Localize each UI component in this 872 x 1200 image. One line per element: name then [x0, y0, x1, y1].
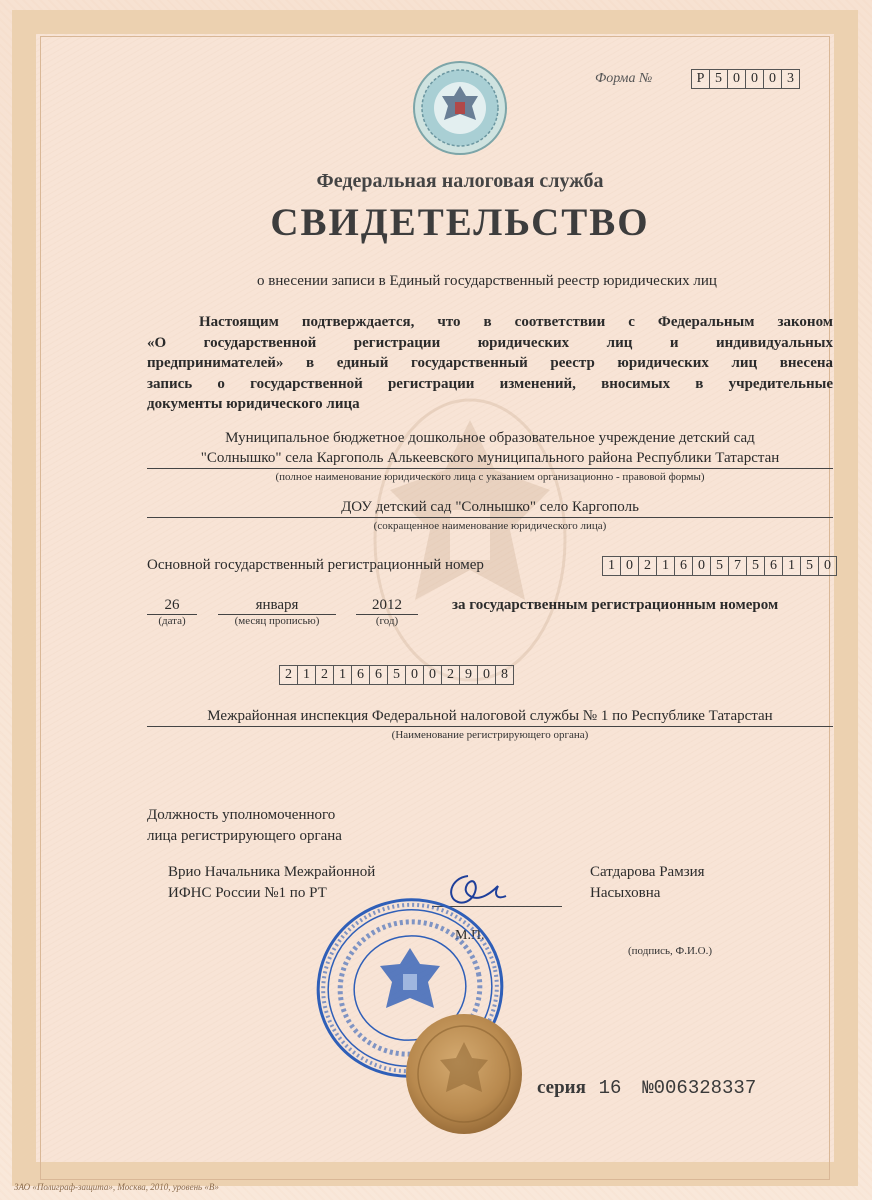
- position-label-line: лица регистрирующего органа: [147, 828, 342, 844]
- ogrn-cell: 5: [710, 556, 729, 576]
- document-title: СВИДЕТЕЛЬСТВО: [270, 201, 650, 244]
- signature-caption: (подпись, Ф.И.О.): [628, 945, 712, 957]
- printer-imprint: ЗАО «Полиграф-защита», Москва, 2010, уровень «В»: [14, 1182, 219, 1192]
- day-value: 26: [147, 597, 197, 615]
- intro-line: запись о государственной регистрации изменений, вносимых в учредительные: [147, 375, 833, 392]
- ogrn-cell: 6: [764, 556, 783, 576]
- grn-cell: 0: [477, 665, 496, 685]
- intro-line: предпринимателей» в единый государственный реестр юридических лиц внесена: [147, 355, 833, 371]
- ogrn-cell: 0: [818, 556, 837, 576]
- authority-caption: (Наименование регистрирующего органа): [391, 729, 589, 741]
- short-name-block: [147, 497, 833, 534]
- grn-cell: 8: [495, 665, 514, 685]
- grn-cell: 1: [297, 665, 316, 685]
- intro-paragraph: [147, 312, 833, 415]
- short-name-caption: (сокращенное наименование юридического лица): [373, 520, 607, 532]
- ogrn-cell: 0: [692, 556, 711, 576]
- grn-cell: 0: [423, 665, 442, 685]
- form-number-cells: [692, 69, 800, 89]
- name-line: Насыховна: [590, 885, 661, 901]
- document-subtitle: о внесении записи в Единый государственный реестр юридических лиц: [257, 273, 717, 289]
- grn-cell: 2: [441, 665, 460, 685]
- ogrn-cell: 1: [656, 556, 675, 576]
- date-day: [147, 597, 197, 627]
- grn-cell: 1: [333, 665, 352, 685]
- ogrn-cell: 0: [620, 556, 639, 576]
- year-caption: (год): [375, 615, 399, 627]
- year-value: 2012: [356, 597, 418, 615]
- emblem-icon: [412, 60, 508, 156]
- grn-cell: 2: [315, 665, 334, 685]
- grn-cells: [280, 665, 514, 685]
- signatory-name: [590, 862, 705, 904]
- authority-block: [147, 706, 833, 743]
- ogrn-cell: 1: [782, 556, 801, 576]
- form-cell: 3: [781, 69, 800, 89]
- gold-seal-icon: [404, 1012, 524, 1136]
- ogrn-cell: 1: [602, 556, 621, 576]
- position-line: ИФНС России №1 по РТ: [168, 885, 327, 901]
- serial-block: [537, 1077, 756, 1099]
- form-label: Форма №: [595, 71, 653, 86]
- ogrn-label: Основной государственный регистрационный номер: [147, 557, 484, 573]
- name-line: Сатдарова Рамзия: [590, 864, 705, 880]
- form-cell: 0: [727, 69, 746, 89]
- mp-label: М.П.: [455, 928, 485, 943]
- grn-cell: 5: [387, 665, 406, 685]
- full-name-line-2: "Солнышко" села Каргополь Алькеевского муниципального района Республики Татарстан: [147, 448, 833, 469]
- agency-title: Федеральная налоговая служба: [316, 170, 604, 192]
- grn-cell: 0: [405, 665, 424, 685]
- grn-cell: 6: [351, 665, 370, 685]
- position-line: Врио Начальника Межрайонной: [168, 864, 376, 880]
- intro-line: «О государственной регистрации юридических лиц и индивидуальных: [147, 334, 833, 351]
- intro-line: документы юридического лица: [147, 396, 360, 412]
- month-value: января: [218, 597, 336, 615]
- month-caption: (месяц прописью): [234, 615, 320, 627]
- full-name-line-1: Муниципальное бюджетное дошкольное образовательное учреждение детский сад: [225, 430, 755, 446]
- form-cell: 5: [709, 69, 728, 89]
- ogrn-cell: 6: [674, 556, 693, 576]
- serial-number: №006328337: [642, 1077, 757, 1099]
- ogrn-cell: 7: [728, 556, 747, 576]
- full-name-caption: (полное наименование юридического лица с указанием организационно - правовой формы): [275, 471, 705, 483]
- intro-line: Настоящим подтверждается, что в соответствии с Федеральным законом: [199, 314, 833, 330]
- ogrn-cell: 5: [800, 556, 819, 576]
- full-name-block: [147, 428, 833, 485]
- date-year: [356, 597, 418, 627]
- form-cell: 0: [763, 69, 782, 89]
- grn-cell: 9: [459, 665, 478, 685]
- form-cell: Р: [691, 69, 710, 89]
- date-suffix: за государственным регистрационным номером: [452, 597, 779, 613]
- ogrn-cells: [603, 556, 837, 576]
- position-label: [147, 805, 342, 847]
- serial-series: 16: [598, 1077, 622, 1099]
- ogrn-cell: 5: [746, 556, 765, 576]
- day-caption: (дата): [158, 615, 186, 627]
- ogrn-cell: 2: [638, 556, 657, 576]
- form-cell: 0: [745, 69, 764, 89]
- grn-cell: 2: [279, 665, 298, 685]
- authority-value: Межрайонная инспекция Федеральной налоговой службы № 1 по Республике Татарстан: [147, 706, 833, 727]
- date-month: [218, 597, 336, 627]
- serial-label: серия: [537, 1077, 586, 1098]
- grn-cell: 6: [369, 665, 388, 685]
- short-name-value: ДОУ детский сад "Солнышко" село Каргополь: [147, 497, 833, 518]
- position-label-line: Должность уполномоченного: [147, 807, 336, 823]
